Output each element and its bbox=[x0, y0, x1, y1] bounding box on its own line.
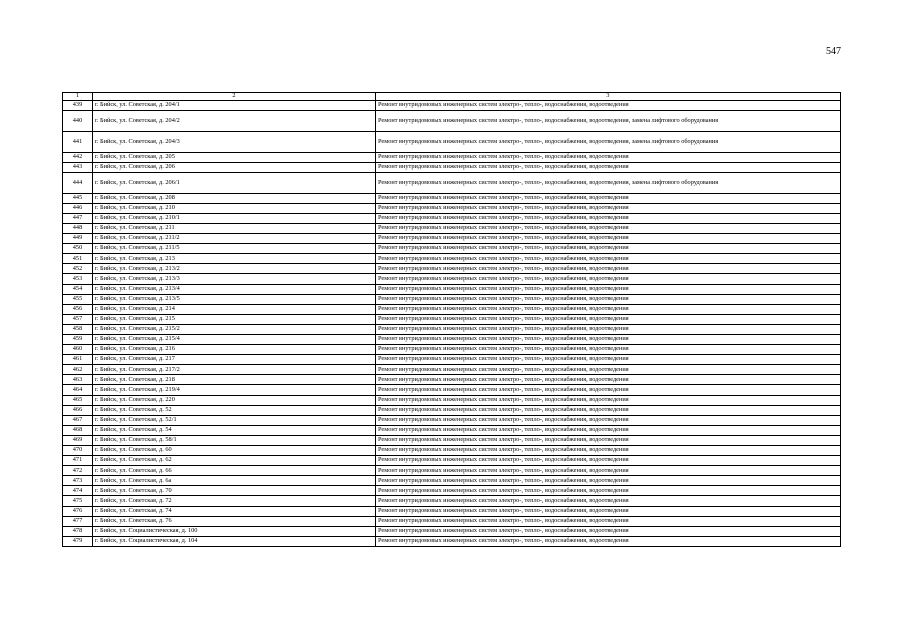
work-description-cell: Ремонт внутридомовых инженерных систем электро-, тепло-, водоснабжения, водоотведения bbox=[376, 244, 841, 254]
address-cell: г. Бийск, ул. Советская, д. 204/2 bbox=[93, 111, 376, 132]
address-cell: г. Бийск, ул. Советская, д. 214 bbox=[93, 304, 376, 314]
work-description-cell: Ремонт внутридомовых инженерных систем электро-, тепло-, водоснабжения, водоотведения, замена лифтового оборудования bbox=[376, 111, 841, 132]
address-cell: г. Бийск, ул. Советская, д. 58/1 bbox=[93, 435, 376, 445]
work-description-cell: Ремонт внутридомовых инженерных систем электро-, тепло-, водоснабжения, водоотведения bbox=[376, 496, 841, 506]
work-description-cell: Ремонт внутридомовых инженерных систем электро-, тепло-, водоснабжения, водоотведения bbox=[376, 476, 841, 486]
address-cell: г. Бийск, ул. Советская, д. 215/2 bbox=[93, 324, 376, 334]
address-cell: г. Бийск, ул. Советская, д. 213/3 bbox=[93, 274, 376, 284]
row-number-cell: 467 bbox=[63, 415, 93, 425]
table-row bbox=[63, 496, 841, 506]
work-description-cell: Ремонт внутридомовых инженерных систем электро-, тепло-, водоснабжения, водоотведения bbox=[376, 274, 841, 284]
table-row bbox=[63, 456, 841, 466]
row-number-cell: 469 bbox=[63, 435, 93, 445]
address-cell: г. Бийск, ул. Советская, д. 213/5 bbox=[93, 294, 376, 304]
work-description-cell: Ремонт внутридомовых инженерных систем электро-, тепло-, водоснабжения, водоотведения bbox=[376, 254, 841, 264]
row-number-cell: 454 bbox=[63, 284, 93, 294]
row-number-cell: 450 bbox=[63, 244, 93, 254]
work-description-cell: Ремонт внутридомовых инженерных систем электро-, тепло-, водоснабжения, водоотведения bbox=[376, 385, 841, 395]
row-number-cell: 449 bbox=[63, 234, 93, 244]
row-number-cell: 444 bbox=[63, 172, 93, 193]
work-description-cell: Ремонт внутридомовых инженерных систем электро-, тепло-, водоснабжения, водоотведения bbox=[376, 425, 841, 435]
row-number-cell: 445 bbox=[63, 193, 93, 203]
row-number-cell: 466 bbox=[63, 405, 93, 415]
work-description-cell: Ремонт внутридомовых инженерных систем электро-, тепло-, водоснабжения, водоотведения bbox=[376, 486, 841, 496]
work-description-cell: Ремонт внутридомовых инженерных систем электро-, тепло-, водоснабжения, водоотведения bbox=[376, 213, 841, 223]
work-description-cell: Ремонт внутридомовых инженерных систем электро-, тепло-, водоснабжения, водоотведения bbox=[376, 162, 841, 172]
work-description-cell: Ремонт внутридомовых инженерных систем электро-, тепло-, водоснабжения, водоотведения bbox=[376, 234, 841, 244]
work-description-cell: Ремонт внутридомовых инженерных систем электро-, тепло-, водоснабжения, водоотведения bbox=[376, 294, 841, 304]
row-number-cell: 440 bbox=[63, 111, 93, 132]
address-cell: г. Бийск, ул. Советская, д. 218 bbox=[93, 375, 376, 385]
work-description-cell: Ремонт внутридомовых инженерных систем электро-, тепло-, водоснабжения, водоотведения, замена лифтового оборудования bbox=[376, 172, 841, 193]
work-description-cell: Ремонт внутридомовых инженерных систем электро-, тепло-, водоснабжения, водоотведения bbox=[376, 223, 841, 233]
address-cell: г. Бийск, ул. Советская, д. 211 bbox=[93, 223, 376, 233]
work-description-cell: Ремонт внутридомовых инженерных систем электро-, тепло-, водоснабжения, водоотведения bbox=[376, 152, 841, 162]
table-row bbox=[63, 385, 841, 395]
work-description-cell: Ремонт внутридомовых инженерных систем электро-, тепло-, водоснабжения, водоотведения, замена лифтового оборудования bbox=[376, 131, 841, 152]
table-row bbox=[63, 425, 841, 435]
work-description-cell: Ремонт внутридомовых инженерных систем электро-, тепло-, водоснабжения, водоотведения bbox=[376, 435, 841, 445]
row-number-cell: 462 bbox=[63, 365, 93, 375]
work-description-cell: Ремонт внутридомовых инженерных систем электро-, тепло-, водоснабжения, водоотведения bbox=[376, 203, 841, 213]
table-row bbox=[63, 516, 841, 526]
row-number-cell: 458 bbox=[63, 324, 93, 334]
work-description-cell: Ремонт внутридомовых инженерных систем электро-, тепло-, водоснабжения, водоотведения bbox=[376, 415, 841, 425]
work-description-cell: Ремонт внутридомовых инженерных систем электро-, тепло-, водоснабжения, водоотведения bbox=[376, 506, 841, 516]
work-description-cell: Ремонт внутридомовых инженерных систем электро-, тепло-, водоснабжения, водоотведения bbox=[376, 456, 841, 466]
table-row bbox=[63, 304, 841, 314]
row-number-cell: 475 bbox=[63, 496, 93, 506]
table-row bbox=[63, 213, 841, 223]
table-row bbox=[63, 193, 841, 203]
row-number-cell: 442 bbox=[63, 152, 93, 162]
address-cell: г. Бийск, ул. Советская, д. 213/4 bbox=[93, 284, 376, 294]
table-row bbox=[63, 244, 841, 254]
address-cell: г. Бийск, ул. Социалистическая, д. 100 bbox=[93, 526, 376, 536]
row-number-cell: 473 bbox=[63, 476, 93, 486]
row-number-cell: 470 bbox=[63, 446, 93, 456]
address-cell: г. Бийск, ул. Советская, д. 217 bbox=[93, 355, 376, 365]
table-row bbox=[63, 203, 841, 213]
table-row bbox=[63, 324, 841, 334]
table-row bbox=[63, 435, 841, 445]
work-description-cell: Ремонт внутридомовых инженерных систем электро-, тепло-, водоснабжения, водоотведения bbox=[376, 526, 841, 536]
table-row bbox=[63, 172, 841, 193]
address-cell: г. Бийск, ул. Советская, д. 210 bbox=[93, 203, 376, 213]
work-description-cell: Ремонт внутридомовых инженерных систем электро-, тепло-, водоснабжения, водоотведения bbox=[376, 405, 841, 415]
address-cell: г. Бийск, ул. Советская, д. 219/4 bbox=[93, 385, 376, 395]
table-row bbox=[63, 284, 841, 294]
address-cell: г. Бийск, ул. Советская, д. 52/1 bbox=[93, 415, 376, 425]
row-number-cell: 474 bbox=[63, 486, 93, 496]
table-row bbox=[63, 536, 841, 546]
row-number-cell: 477 bbox=[63, 516, 93, 526]
work-description-cell: Ремонт внутридомовых инженерных систем электро-, тепло-, водоснабжения, водоотведения bbox=[376, 375, 841, 385]
work-description-cell: Ремонт внутридомовых инженерных систем электро-, тепло-, водоснабжения, водоотведения bbox=[376, 345, 841, 355]
address-cell: г. Бийск, ул. Советская, д. 208 bbox=[93, 193, 376, 203]
address-cell: г. Бийск, ул. Советская, д. 211/5 bbox=[93, 244, 376, 254]
table-row bbox=[63, 264, 841, 274]
work-description-cell: Ремонт внутридомовых инженерных систем электро-, тепло-, водоснабжения, водоотведения bbox=[376, 516, 841, 526]
address-cell: г. Бийск, ул. Советская, д. 216 bbox=[93, 345, 376, 355]
address-cell: г. Бийск, ул. Советская, д. 52 bbox=[93, 405, 376, 415]
work-description-cell: Ремонт внутридомовых инженерных систем электро-, тепло-, водоснабжения, водоотведения bbox=[376, 536, 841, 546]
row-number-cell: 446 bbox=[63, 203, 93, 213]
row-number-cell: 452 bbox=[63, 264, 93, 274]
table-row bbox=[63, 345, 841, 355]
work-description-cell: Ремонт внутридомовых инженерных систем электро-, тепло-, водоснабжения, водоотведения bbox=[376, 264, 841, 274]
row-number-cell: 465 bbox=[63, 395, 93, 405]
work-description-cell: Ремонт внутридомовых инженерных систем электро-, тепло-, водоснабжения, водоотведения bbox=[376, 446, 841, 456]
address-cell: г. Бийск, ул. Советская, д. 215 bbox=[93, 314, 376, 324]
row-number-cell: 457 bbox=[63, 314, 93, 324]
table-row bbox=[63, 101, 841, 111]
table-body bbox=[63, 93, 841, 547]
table-row bbox=[63, 294, 841, 304]
row-number-cell: 464 bbox=[63, 385, 93, 395]
row-number-cell: 463 bbox=[63, 375, 93, 385]
column-header-1: 1 bbox=[63, 93, 93, 101]
row-number-cell: 448 bbox=[63, 223, 93, 233]
address-cell: г. Бийск, ул. Советская, д. 6а bbox=[93, 476, 376, 486]
table-row bbox=[63, 111, 841, 132]
address-cell: г. Бийск, ул. Советская, д. 76 bbox=[93, 516, 376, 526]
row-number-cell: 455 bbox=[63, 294, 93, 304]
row-number-cell: 439 bbox=[63, 101, 93, 111]
address-cell: г. Бийск, ул. Советская, д. 215/4 bbox=[93, 334, 376, 344]
address-cell: г. Бийск, ул. Советская, д. 210/1 bbox=[93, 213, 376, 223]
work-description-cell: Ремонт внутридомовых инженерных систем электро-, тепло-, водоснабжения, водоотведения bbox=[376, 365, 841, 375]
row-number-cell: 443 bbox=[63, 162, 93, 172]
table-row bbox=[63, 446, 841, 456]
column-header-2: 2 bbox=[93, 93, 376, 101]
table-row bbox=[63, 375, 841, 385]
table-row bbox=[63, 234, 841, 244]
work-description-cell: Ремонт внутридомовых инженерных систем электро-, тепло-, водоснабжения, водоотведения bbox=[376, 466, 841, 476]
table-row bbox=[63, 131, 841, 152]
address-cell: г. Бийск, ул. Советская, д. 60 bbox=[93, 446, 376, 456]
address-cell: г. Бийск, ул. Советская, д. 204/1 bbox=[93, 101, 376, 111]
table-row bbox=[63, 162, 841, 172]
address-cell: г. Бийск, ул. Советская, д. 206 bbox=[93, 162, 376, 172]
address-cell: г. Бийск, ул. Советская, д. 217/2 bbox=[93, 365, 376, 375]
address-cell: г. Бийск, ул. Советская, д. 72 bbox=[93, 496, 376, 506]
row-number-cell: 472 bbox=[63, 466, 93, 476]
row-number-cell: 478 bbox=[63, 526, 93, 536]
table-row bbox=[63, 405, 841, 415]
table-row bbox=[63, 415, 841, 425]
work-description-cell: Ремонт внутридомовых инженерных систем электро-, тепло-, водоснабжения, водоотведения bbox=[376, 355, 841, 365]
work-description-cell: Ремонт внутридомовых инженерных систем электро-, тепло-, водоснабжения, водоотведения bbox=[376, 334, 841, 344]
address-cell: г. Бийск, ул. Советская, д. 54 bbox=[93, 425, 376, 435]
column-header-row bbox=[63, 93, 841, 101]
address-cell: г. Бийск, ул. Советская, д. 74 bbox=[93, 506, 376, 516]
address-cell: г. Бийск, ул. Советская, д. 220 bbox=[93, 395, 376, 405]
table-row bbox=[63, 395, 841, 405]
work-description-cell: Ремонт внутридомовых инженерных систем электро-, тепло-, водоснабжения, водоотведения bbox=[376, 193, 841, 203]
row-number-cell: 456 bbox=[63, 304, 93, 314]
table-row bbox=[63, 365, 841, 375]
work-description-cell: Ремонт внутридомовых инженерных систем электро-, тепло-, водоснабжения, водоотведения bbox=[376, 304, 841, 314]
row-number-cell: 453 bbox=[63, 274, 93, 284]
table-row bbox=[63, 254, 841, 264]
row-number-cell: 459 bbox=[63, 334, 93, 344]
address-cell: г. Бийск, ул. Социалистическая, д. 104 bbox=[93, 536, 376, 546]
row-number-cell: 476 bbox=[63, 506, 93, 516]
column-header-3: 3 bbox=[376, 93, 841, 101]
table-row bbox=[63, 506, 841, 516]
table-row bbox=[63, 355, 841, 365]
address-cell: г. Бийск, ул. Советская, д. 211/2 bbox=[93, 234, 376, 244]
table-row bbox=[63, 274, 841, 284]
row-number-cell: 441 bbox=[63, 131, 93, 152]
work-description-cell: Ремонт внутридомовых инженерных систем электро-, тепло-, водоснабжения, водоотведения bbox=[376, 324, 841, 334]
table-row bbox=[63, 486, 841, 496]
address-cell: г. Бийск, ул. Советская, д. 213/2 bbox=[93, 264, 376, 274]
address-cell: г. Бийск, ул. Советская, д. 66 bbox=[93, 466, 376, 476]
table-row bbox=[63, 223, 841, 233]
table-row bbox=[63, 314, 841, 324]
address-cell: г. Бийск, ул. Советская, д. 213 bbox=[93, 254, 376, 264]
page-number: 547 bbox=[826, 46, 841, 57]
table-row bbox=[63, 476, 841, 486]
address-cell: г. Бийск, ул. Советская, д. 205 bbox=[93, 152, 376, 162]
table-row bbox=[63, 152, 841, 162]
row-number-cell: 479 bbox=[63, 536, 93, 546]
address-cell: г. Бийск, ул. Советская, д. 204/3 bbox=[93, 131, 376, 152]
row-number-cell: 451 bbox=[63, 254, 93, 264]
table-row bbox=[63, 334, 841, 344]
work-description-cell: Ремонт внутридомовых инженерных систем электро-, тепло-, водоснабжения, водоотведения bbox=[376, 395, 841, 405]
work-description-cell: Ремонт внутридомовых инженерных систем электро-, тепло-, водоснабжения, водоотведения bbox=[376, 284, 841, 294]
table-row bbox=[63, 466, 841, 476]
table-row bbox=[63, 526, 841, 536]
row-number-cell: 468 bbox=[63, 425, 93, 435]
address-cell: г. Бийск, ул. Советская, д. 70 bbox=[93, 486, 376, 496]
address-cell: г. Бийск, ул. Советская, д. 206/1 bbox=[93, 172, 376, 193]
work-description-cell: Ремонт внутридомовых инженерных систем электро-, тепло-, водоснабжения, водоотведения bbox=[376, 101, 841, 111]
row-number-cell: 461 bbox=[63, 355, 93, 365]
row-number-cell: 471 bbox=[63, 456, 93, 466]
address-cell: г. Бийск, ул. Советская, д. 62 bbox=[93, 456, 376, 466]
works-table bbox=[62, 92, 841, 547]
row-number-cell: 460 bbox=[63, 345, 93, 355]
row-number-cell: 447 bbox=[63, 213, 93, 223]
work-description-cell: Ремонт внутридомовых инженерных систем электро-, тепло-, водоснабжения, водоотведения bbox=[376, 314, 841, 324]
